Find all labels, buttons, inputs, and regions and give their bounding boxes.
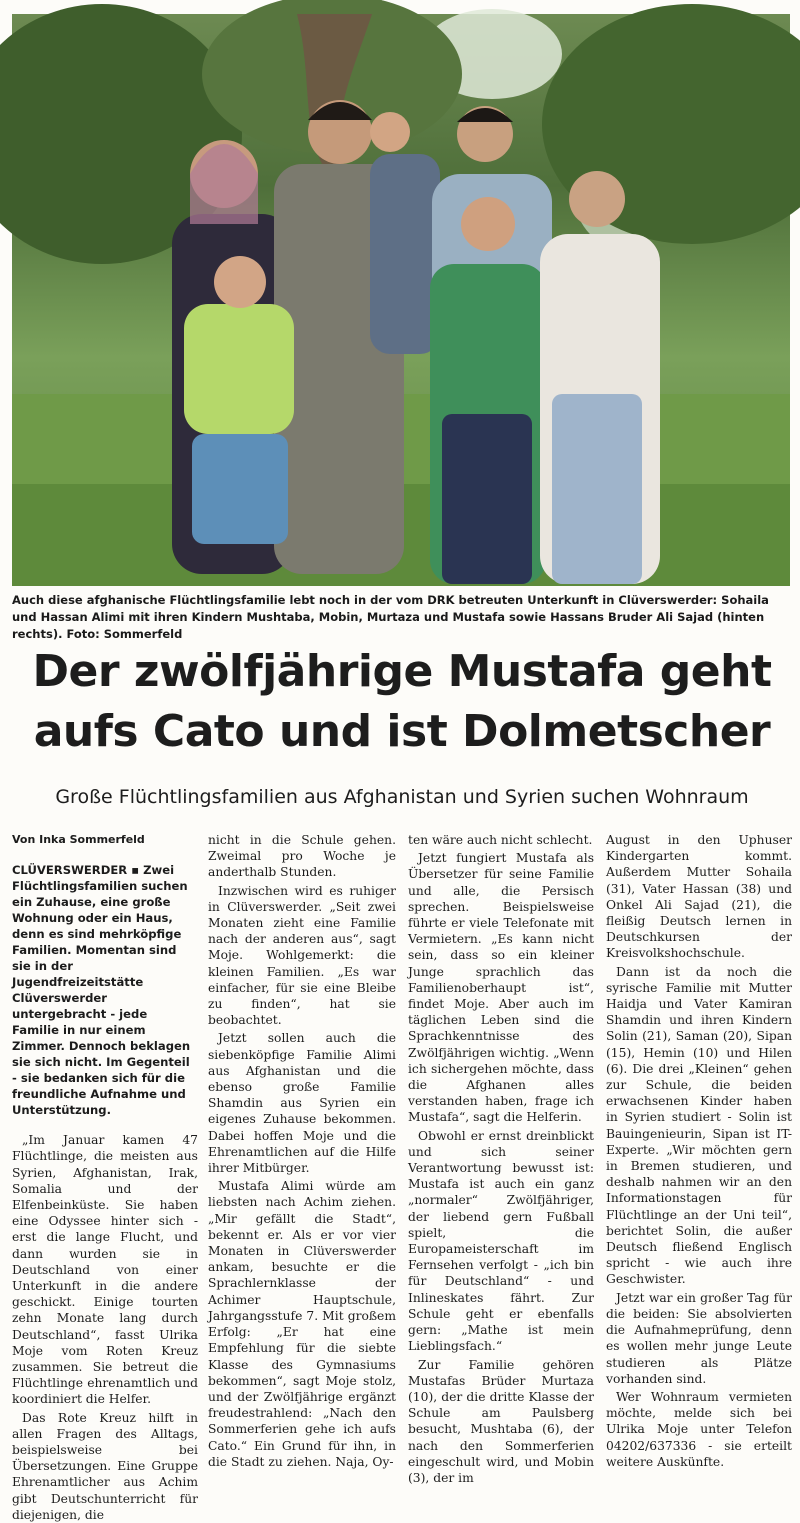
family-photo <box>12 14 790 586</box>
headline: Der zwölfjährige Mustafa geht aufs Cato und ist Dolmetscher <box>32 646 772 757</box>
paragraph: Jetzt fungiert Mustafa als Übersetzer für seine Familie und alle, die Persisch sprechen. Beispielsweise führte er viele Telefonate mit Vermietern. „Es kann nicht sein, dass so ein kleiner Junge sprachlich das Familienoberhaupt ist“, findet Moje. Aber auch im täglichen Leben sind die Sprachkenntnisse des Zwölfjährigen wichtig. „Wenn ich sichergehen möchte, dass die Afghanen alles verstanden haben, frage ich Mustafa“, sagt die Helferin. <box>408 851 594 1125</box>
toddler-figure <box>370 112 440 354</box>
paragraph: ten wäre auch nicht schlecht. <box>408 833 593 847</box>
paragraph: Inzwischen wird es ruhiger in Clüverswerder. „Seit zwei Monaten zieht eine Familie nach der anderen aus“, sagt Moje. Wohlgemerkt: die kleinen Familien. „Es war einfacher, für sie eine Bleibe zu finden“, hat sie beobachtet. <box>208 883 396 1028</box>
column-2 <box>208 832 396 1469</box>
column-1 <box>12 832 198 1522</box>
paragraph: Obwohl er ernst dreinblickt und sich seiner Verantwortung bewusst ist: Mustafa ist auch ein ganz „normaler“ Zwölfjähriger, der liebend gern Fußball spielt, die Europameisterschaft im Fernsehen verfolgt - „ich bin für Deutschland“ - und Inlineskates fährt. Zur Schule geht er ebenfalls gern: „Mathe ist mein Lieblingsfach.“ <box>408 1128 594 1354</box>
paragraph: Das Rote Kreuz hilft in allen Fragen des Alltags, beispielsweise bei Übersetzungen. Eine Gruppe Ehrenamtlicher aus Achim gibt Deutschunterricht für diejenigen, die <box>12 1410 198 1522</box>
paragraph: Jetzt war ein großer Tag für die beiden: Sie absolvierten die Aufnahmeprüfung, denn es wollen mehr junge Leute studieren als Plätze vorhanden sind. <box>606 1290 792 1386</box>
paragraph: Zur Familie gehören Mustafas Brüder Murtaza (10), der die dritte Klasse der Schule am Paulsberg besucht, Mushtaba (6), der nach den Sommerferien eingeschult wird, und Mobin (3), der im <box>408 1357 594 1485</box>
paragraph: August in den Uphuser Kindergarten kommt. Außerdem Mutter Sohaila (31), Vater Hassan (38) und Onkel Ali Sajad (21), die fleißig Deutsch lernen in Deutschkursen der Kreisvolkshochschule. <box>606 833 792 961</box>
lead-paragraph: CLÜVERSWERDER ▪ Zwei Flüchtlingsfamilien suchen ein Zuhause, eine große Wohnung oder ein Haus, denn es sind mehrköpfige Familien. Momentan sind sie in der Jugendfreizeitstätte Clüverswerder untergebracht - jede Familie in nur einem Zimmer. Dennoch beklagen sie sich nicht. Im Gegenteil - sie bedanken sich für die freundliche Aufnahme und Unterstützung. <box>12 863 191 1118</box>
column-4 <box>606 832 792 1469</box>
paragraph: Mustafa Alimi würde am liebsten nach Achim ziehen. „Mir gefällt die Stadt“, bekennt er. Als er vor vier Monaten in Clüverswerder ankam, besuchte er die Sprachlernklasse der Achimer Hauptschule, Jahrgangsstufe 7. Mit großem Erfolg: „Er hat eine Empfehlung für die siebte Klasse des Gymnasiums bekommen“, sagt Moje stolz, und der Zwölfjährige ergänzt freudestrahlend: „Nach den Sommerferien gehe ich aufs Cato.“ Ein Grund für ihn, in die Stadt zu ziehen. Naja, Oy- <box>208 1179 396 1469</box>
paragraph: Dann ist da noch die syrische Familie mit Mutter Haidja und Vater Kamiran Shamdin und ihren Kindern Solin (21), Saman (20), Sipan (15), Hemin (10) und Hilen (6). Die drei „Kleinen“ gehen zur Schule, die beiden erwachsenen Kinder haben in Syrien studiert - Solin ist Bauingenieurin, Sipan ist IT-Experte. „Wir möchten gern in Bremen studieren, und deshalb nahmen wir an den Informationstagen für Flüchtlinge an der Uni teil“, berichtet Solin, die außer Deutsch fließend Englisch spricht - wie auch ihre Geschwister. <box>606 964 792 1287</box>
byline: Von Inka Sommerfeld <box>12 833 145 846</box>
paragraph: Jetzt sollen auch die siebenköpfige Familie Alimi aus Afghanistan und die ebenso große Familie Shamdin aus Syrien ein eigenes Zuhause bekommen. Dabei hoffen Moje und die Ehrenamtlichen auf die Hilfe ihrer Mitbürger. <box>208 1031 396 1176</box>
column-3 <box>408 832 594 1485</box>
paragraph: nicht in die Schule gehen. Zweimal pro Woche je anderthalb Stunden. <box>208 833 396 880</box>
paragraph: Wer Wohnraum vermieten möchte, melde sich bei Ulrika Moje unter Telefon 04202/637336 - sie erteilt weitere Auskünfte. <box>606 1389 792 1469</box>
subheadline: Große Flüchtlingsfamilien aus Afghanistan und Syrien suchen Wohnraum <box>55 786 749 808</box>
paragraph: „Im Januar kamen 47 Flüchtlinge, die meisten aus Syrien, Afghanistan, Irak, Somalia und der Elfenbeinküste. Sie haben eine Odyssee hinter sich - erst die lange Flucht, und dann wurden sie in Deutschland von einer Unterkunft in die andere geschickt. Einige tourten zehn Monate lang durch Deutschland“, fasst Ulrika Moje vom Roten Kreuz zusammen. Sie betreut die Flüchtlinge ehrenamtlich und koordiniert die Helfer. <box>12 1133 198 1407</box>
photo-illustration <box>12 14 790 586</box>
photo-caption: Auch diese afghanische Flüchtlingsfamilie lebt noch in der vom DRK betreuten Unterkunft in Clüverswerder: Sohaila und Hassan Alimi mit ihren Kindern Mushtaba, Mobin, Murtaza und Mustafa sowie Hassans Bruder Ali Sajad (hinten rechts). Foto: Sommerfeld <box>12 593 769 641</box>
